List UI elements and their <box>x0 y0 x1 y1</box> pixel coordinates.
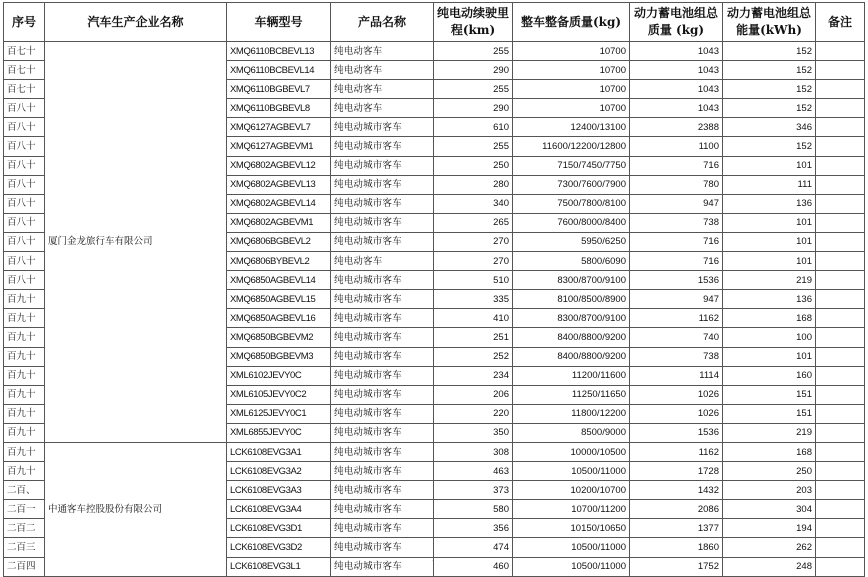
cell-mass: 8400/8800/9200 <box>513 328 630 347</box>
cell-range: 350 <box>434 423 513 442</box>
cell-note <box>816 385 865 404</box>
cell-note <box>816 557 865 576</box>
cell-battery-mass: 1860 <box>630 538 723 557</box>
cell-range: 610 <box>434 118 513 137</box>
cell-mass: 10150/10650 <box>513 519 630 538</box>
cell-product: 纯电动城市客车 <box>331 385 434 404</box>
cell-battery-energy: 101 <box>723 252 816 271</box>
cell-battery-energy: 304 <box>723 500 816 519</box>
cell-mass: 8100/8500/8900 <box>513 290 630 309</box>
cell-seq: 百九十 <box>4 309 45 328</box>
page-marker: · <box>432 558 434 565</box>
cell-range: 250 <box>434 156 513 175</box>
cell-battery-mass: 1026 <box>630 385 723 404</box>
cell-product: 纯电动城市客车 <box>331 175 434 194</box>
cell-range: 335 <box>434 290 513 309</box>
header-model: 车辆型号 <box>227 3 331 42</box>
cell-battery-energy: 160 <box>723 366 816 385</box>
cell-model: XMQ6806BYBEVL2 <box>227 252 331 271</box>
cell-seq: 二百、 <box>4 481 45 500</box>
cell-battery-mass: 1536 <box>630 423 723 442</box>
cell-model: XMQ6850AGBEVL15 <box>227 290 331 309</box>
cell-battery-mass: 1536 <box>630 271 723 290</box>
cell-note <box>816 538 865 557</box>
cell-note <box>816 481 865 500</box>
cell-model: XML6105JEVY0C2 <box>227 385 331 404</box>
cell-product: 纯电动城市客车 <box>331 538 434 557</box>
cell-model: XML6855JEVY0C <box>227 423 331 442</box>
cell-battery-mass: 1162 <box>630 309 723 328</box>
cell-battery-mass: 1728 <box>630 462 723 481</box>
cell-mass: 8300/8700/9100 <box>513 309 630 328</box>
cell-battery-energy: 136 <box>723 290 816 309</box>
cell-battery-mass: 1043 <box>630 61 723 80</box>
cell-mass: 5800/6090 <box>513 252 630 271</box>
cell-seq: 二百二 <box>4 519 45 538</box>
cell-mass: 7300/7600/7900 <box>513 175 630 194</box>
header-range: 纯电动续驶里程(km) <box>434 3 513 42</box>
cell-model: XML6125JEVY0C1 <box>227 404 331 423</box>
header-battery-mass: 动力蓄电池组总质量 (kg) <box>630 3 723 42</box>
cell-product: 纯电动城市客车 <box>331 290 434 309</box>
header-mass: 整车整备质量(kg) <box>513 3 630 42</box>
cell-model: XMQ6850BGBEVM3 <box>227 347 331 366</box>
cell-note <box>816 61 865 80</box>
cell-seq: 二百一 <box>4 500 45 519</box>
cell-product: 纯电动城市客车 <box>331 309 434 328</box>
cell-battery-mass: 1377 <box>630 519 723 538</box>
cell-model: LCK6108EVG3A3 <box>227 481 331 500</box>
cell-range: 255 <box>434 42 513 61</box>
cell-seq: 百八十 <box>4 213 45 232</box>
cell-model: XMQ6850BGBEVM2 <box>227 328 331 347</box>
cell-range: 308 <box>434 442 513 461</box>
cell-battery-energy: 111 <box>723 175 816 194</box>
cell-mass: 5950/6250 <box>513 232 630 251</box>
cell-note <box>816 462 865 481</box>
cell-mass: 10700 <box>513 99 630 118</box>
cell-mass: 8500/9000 <box>513 423 630 442</box>
cell-product: 纯电动城市客车 <box>331 481 434 500</box>
cell-battery-energy: 168 <box>723 442 816 461</box>
cell-battery-mass: 2086 <box>630 500 723 519</box>
cell-note <box>816 328 865 347</box>
cell-mass: 10500/11000 <box>513 462 630 481</box>
cell-product: 纯电动城市客车 <box>331 519 434 538</box>
cell-seq: 百九十 <box>4 404 45 423</box>
cell-seq: 百九十 <box>4 366 45 385</box>
cell-range: 265 <box>434 213 513 232</box>
cell-product: 纯电动城市客车 <box>331 347 434 366</box>
cell-battery-mass: 1114 <box>630 366 723 385</box>
header-battery-energy: 动力蓄电池组总能量(kWh) <box>723 3 816 42</box>
cell-note <box>816 271 865 290</box>
cell-seq: 百七十 <box>4 42 45 61</box>
cell-range: 373 <box>434 481 513 500</box>
cell-seq: 百八十 <box>4 156 45 175</box>
cell-model: XMQ6110BGBEVL8 <box>227 99 331 118</box>
cell-model: LCK6108EVG3L1 <box>227 557 331 576</box>
cell-note <box>816 423 865 442</box>
cell-battery-energy: 101 <box>723 156 816 175</box>
cell-battery-energy: 194 <box>723 519 816 538</box>
cell-note <box>816 366 865 385</box>
cell-battery-mass: 947 <box>630 290 723 309</box>
cell-battery-mass: 1432 <box>630 481 723 500</box>
cell-battery-energy: 203 <box>723 481 816 500</box>
cell-note <box>816 309 865 328</box>
cell-range: 270 <box>434 232 513 251</box>
cell-range: 463 <box>434 462 513 481</box>
cell-range: 252 <box>434 347 513 366</box>
cell-range: 410 <box>434 309 513 328</box>
cell-range: 290 <box>434 61 513 80</box>
cell-mass: 10700 <box>513 80 630 99</box>
cell-range: 460 <box>434 557 513 576</box>
cell-model: LCK6108EVG3A2 <box>227 462 331 481</box>
cell-mass: 10200/10700 <box>513 481 630 500</box>
cell-product: 纯电动城市客车 <box>331 500 434 519</box>
cell-range: 234 <box>434 366 513 385</box>
cell-model: LCK6108EVG3D2 <box>227 538 331 557</box>
cell-product: 纯电动城市客车 <box>331 462 434 481</box>
cell-range: 290 <box>434 99 513 118</box>
cell-battery-energy: 101 <box>723 213 816 232</box>
cell-model: XMQ6802AGBEVM1 <box>227 213 331 232</box>
cell-mass: 10500/11000 <box>513 538 630 557</box>
cell-battery-energy: 219 <box>723 271 816 290</box>
cell-range: 510 <box>434 271 513 290</box>
cell-model: XMQ6806BGBEVL2 <box>227 232 331 251</box>
cell-battery-mass: 1100 <box>630 137 723 156</box>
cell-product: 纯电动城市客车 <box>331 232 434 251</box>
cell-battery-mass: 2388 <box>630 118 723 137</box>
cell-seq: 百九十 <box>4 442 45 461</box>
cell-model: XMQ6802AGBEVL14 <box>227 194 331 213</box>
cell-model: XMQ6850AGBEVL14 <box>227 271 331 290</box>
cell-product: 纯电动城市客车 <box>331 366 434 385</box>
cell-seq: 二百四 <box>4 557 45 576</box>
cell-note <box>816 347 865 366</box>
cell-model: XMQ6802AGBEVL13 <box>227 175 331 194</box>
cell-mass: 8400/8800/9200 <box>513 347 630 366</box>
cell-note <box>816 213 865 232</box>
cell-product: 纯电动城市客车 <box>331 423 434 442</box>
cell-range: 474 <box>434 538 513 557</box>
cell-mass: 7600/8000/8400 <box>513 213 630 232</box>
cell-product: 纯电动城市客车 <box>331 404 434 423</box>
cell-model: XMQ6802AGBEVL12 <box>227 156 331 175</box>
cell-mass: 7150/7450/7750 <box>513 156 630 175</box>
cell-battery-energy: 152 <box>723 80 816 99</box>
cell-product: 纯电动城市客车 <box>331 156 434 175</box>
cell-range: 280 <box>434 175 513 194</box>
cell-seq: 百九十 <box>4 385 45 404</box>
cell-product: 纯电动城市客车 <box>331 194 434 213</box>
table-row <box>4 42 865 61</box>
cell-battery-mass: 1043 <box>630 42 723 61</box>
cell-seq: 百八十 <box>4 175 45 194</box>
cell-battery-energy: 248 <box>723 557 816 576</box>
cell-product: 纯电动城市客车 <box>331 137 434 156</box>
cell-mass: 10700/11200 <box>513 500 630 519</box>
cell-seq: 百八十 <box>4 118 45 137</box>
cell-mass: 8300/8700/9100 <box>513 271 630 290</box>
cell-battery-energy: 136 <box>723 194 816 213</box>
cell-battery-energy: 101 <box>723 347 816 366</box>
cell-battery-energy: 100 <box>723 328 816 347</box>
cell-range: 340 <box>434 194 513 213</box>
cell-note <box>816 290 865 309</box>
cell-seq: 百九十 <box>4 462 45 481</box>
header-product: 产品名称 <box>331 3 434 42</box>
cell-seq: 百九十 <box>4 347 45 366</box>
cell-range: 251 <box>434 328 513 347</box>
vehicle-catalog-table <box>3 2 865 577</box>
cell-product: 纯电动城市客车 <box>331 118 434 137</box>
cell-model: XMQ6110BCBEVL14 <box>227 61 331 80</box>
cell-battery-mass: 738 <box>630 213 723 232</box>
cell-battery-energy: 152 <box>723 99 816 118</box>
cell-company: 中通客车控股股份有限公司 <box>45 442 227 576</box>
cell-battery-mass: 740 <box>630 328 723 347</box>
cell-seq: 百九十 <box>4 328 45 347</box>
cell-seq: 百七十 <box>4 80 45 99</box>
cell-range: 206 <box>434 385 513 404</box>
cell-battery-energy: 152 <box>723 137 816 156</box>
cell-seq: 百八十 <box>4 271 45 290</box>
cell-battery-energy: 262 <box>723 538 816 557</box>
cell-range: 220 <box>434 404 513 423</box>
cell-battery-energy: 219 <box>723 423 816 442</box>
cell-battery-mass: 1162 <box>630 442 723 461</box>
cell-note <box>816 194 865 213</box>
cell-range: 255 <box>434 80 513 99</box>
cell-note <box>816 500 865 519</box>
cell-battery-mass: 1752 <box>630 557 723 576</box>
cell-company: 厦门金龙旅行车有限公司 <box>45 42 227 443</box>
cell-model: LCK6108EVG3A1 <box>227 442 331 461</box>
cell-model: XMQ6850AGBEVL16 <box>227 309 331 328</box>
cell-battery-energy: 168 <box>723 309 816 328</box>
cell-product: 纯电动城市客车 <box>331 557 434 576</box>
cell-battery-mass: 1026 <box>630 404 723 423</box>
cell-note <box>816 442 865 461</box>
cell-battery-energy: 346 <box>723 118 816 137</box>
cell-seq: 百八十 <box>4 194 45 213</box>
cell-product: 纯电动城市客车 <box>331 271 434 290</box>
cell-mass: 11200/11600 <box>513 366 630 385</box>
cell-product: 纯电动城市客车 <box>331 442 434 461</box>
cell-battery-energy: 151 <box>723 385 816 404</box>
cell-range: 255 <box>434 137 513 156</box>
cell-model: XML6102JEVY0C <box>227 366 331 385</box>
cell-note <box>816 137 865 156</box>
header-row <box>4 3 865 42</box>
cell-product: 纯电动客车 <box>331 80 434 99</box>
cell-mass: 10000/10500 <box>513 442 630 461</box>
cell-seq: 二百三 <box>4 538 45 557</box>
cell-model: LCK6108EVG3A4 <box>227 500 331 519</box>
cell-battery-mass: 716 <box>630 156 723 175</box>
cell-model: XMQ6127AGBEVL7 <box>227 118 331 137</box>
cell-product: 纯电动客车 <box>331 61 434 80</box>
cell-note <box>816 99 865 118</box>
cell-mass: 11800/12200 <box>513 404 630 423</box>
cell-battery-mass: 780 <box>630 175 723 194</box>
cell-mass: 11250/11650 <box>513 385 630 404</box>
cell-note <box>816 252 865 271</box>
cell-battery-mass: 738 <box>630 347 723 366</box>
header-company: 汽车生产企业名称 <box>45 3 227 42</box>
cell-model: XMQ6127AGBEVM1 <box>227 137 331 156</box>
cell-mass: 10700 <box>513 42 630 61</box>
cell-battery-mass: 716 <box>630 252 723 271</box>
header-seq: 序号 <box>4 3 45 42</box>
cell-note <box>816 118 865 137</box>
table-row <box>4 442 865 461</box>
table-body <box>4 42 865 577</box>
cell-product: 纯电动城市客车 <box>331 328 434 347</box>
cell-note <box>816 156 865 175</box>
cell-battery-mass: 1043 <box>630 80 723 99</box>
cell-battery-energy: 250 <box>723 462 816 481</box>
cell-range: 270 <box>434 252 513 271</box>
cell-product: 纯电动客车 <box>331 99 434 118</box>
cell-seq: 百七十 <box>4 61 45 80</box>
cell-product: 纯电动客车 <box>331 252 434 271</box>
cell-seq: 百八十 <box>4 99 45 118</box>
cell-note <box>816 80 865 99</box>
cell-model: XMQ6110BCBEVL13 <box>227 42 331 61</box>
cell-battery-energy: 152 <box>723 42 816 61</box>
cell-seq: 百八十 <box>4 232 45 251</box>
cell-model: LCK6108EVG3D1 <box>227 519 331 538</box>
cell-note <box>816 42 865 61</box>
cell-battery-energy: 151 <box>723 404 816 423</box>
cell-mass: 12400/13100 <box>513 118 630 137</box>
cell-mass: 11600/12200/12800 <box>513 137 630 156</box>
cell-mass: 7500/7800/8100 <box>513 194 630 213</box>
header-note: 备注 <box>816 3 865 42</box>
cell-note <box>816 404 865 423</box>
cell-range: 356 <box>434 519 513 538</box>
cell-battery-mass: 1043 <box>630 99 723 118</box>
cell-seq: 百八十 <box>4 137 45 156</box>
cell-mass: 10700 <box>513 61 630 80</box>
cell-battery-energy: 152 <box>723 61 816 80</box>
cell-battery-mass: 716 <box>630 232 723 251</box>
cell-note <box>816 232 865 251</box>
cell-battery-mass: 947 <box>630 194 723 213</box>
cell-product: 纯电动客车 <box>331 42 434 61</box>
cell-seq: 百九十 <box>4 423 45 442</box>
cell-note <box>816 519 865 538</box>
cell-model: XMQ6110BGBEVL7 <box>227 80 331 99</box>
cell-battery-energy: 101 <box>723 232 816 251</box>
cell-seq: 百八十 <box>4 252 45 271</box>
cell-note <box>816 175 865 194</box>
cell-seq: 百九十 <box>4 290 45 309</box>
cell-mass: 10500/11000 <box>513 557 630 576</box>
cell-range: 580 <box>434 500 513 519</box>
cell-product: 纯电动城市客车 <box>331 213 434 232</box>
